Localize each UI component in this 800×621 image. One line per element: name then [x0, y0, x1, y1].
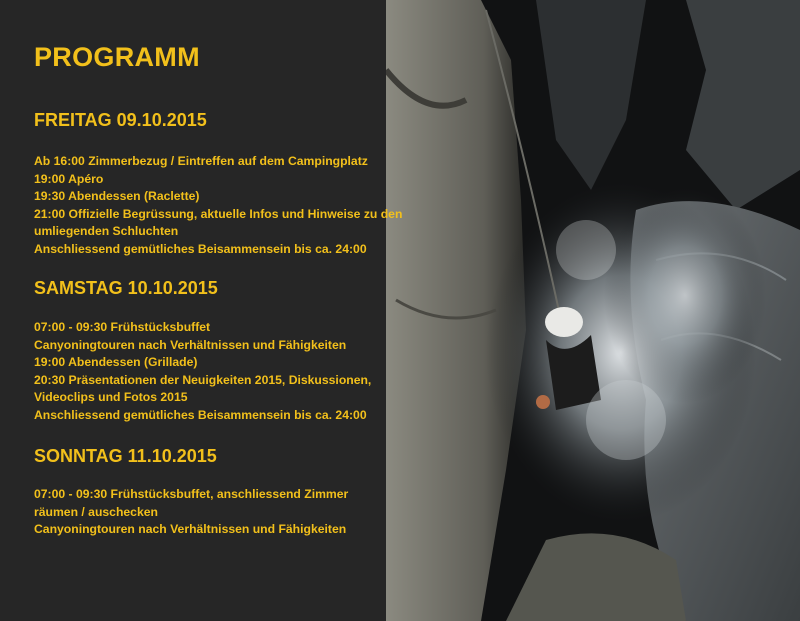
schedule-line: 07:00 - 09:30 Frühstücksbuffet [34, 320, 211, 334]
schedule-line: Anschliessend gemütliches Beisammensein bis ca. 24:00 [34, 241, 367, 256]
schedule-line: 19:00 Abendessen (Grillade) [34, 355, 198, 370]
page-title: PROGRAMM [34, 42, 200, 72]
schedule-line: 19:00 Apéro [34, 171, 104, 186]
schedule-line: räumen / auschecken [34, 504, 158, 519]
day-heading-saturday: SAMSTAG 10.10.2015 [34, 278, 218, 298]
day-heading-sunday: SONNTAG 11.10.2015 [34, 446, 217, 466]
schedule-line: umliegenden Schluchten [34, 224, 179, 239]
schedule-line: Videoclips und Fotos 2015 [34, 390, 188, 405]
schedule-line: Canyoningtouren nach Verhältnissen und Fähigkeiten [34, 337, 347, 352]
canyoning-photo [386, 0, 800, 621]
schedule-line: 07:00 - 09:30 Frühstücksbuffet, anschliessend Zimmer [34, 487, 349, 501]
schedule-sunday [34, 486, 414, 539]
schedule-line: 19:30 Abendessen (Raclette) [34, 189, 200, 204]
schedule-saturday [34, 319, 414, 425]
schedule-line: Ab 16:00 Zimmerbezug / Eintreffen auf dem Campingplatz [34, 154, 368, 168]
schedule-line: Canyoningtouren nach Verhältnissen und Fähigkeiten [34, 522, 347, 537]
schedule-line: 20:30 Präsentationen der Neuigkeiten 2015, Diskussionen, [34, 372, 372, 387]
schedule-line: Anschliessend gemütliches Beisammensein bis ca. 24:00 [34, 407, 367, 422]
schedule-friday [34, 153, 414, 259]
day-heading-friday: FREITAG 09.10.2015 [34, 110, 207, 130]
schedule-line: 21:00 Offizielle Begrüssung, aktuelle Infos und Hinweise zu den [34, 206, 403, 221]
